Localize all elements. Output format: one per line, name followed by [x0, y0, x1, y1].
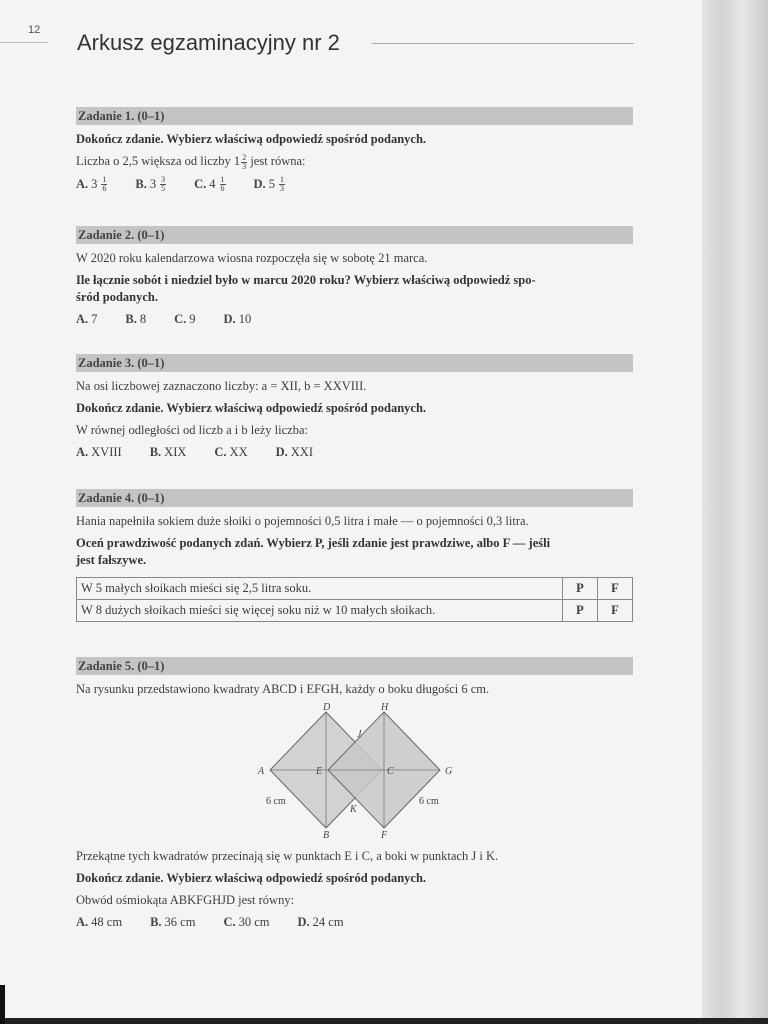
option-value: XIX: [164, 445, 187, 459]
label-a: A: [258, 766, 265, 777]
option-b[interactable]: [150, 914, 195, 931]
option-letter: A.: [76, 445, 89, 459]
left-edge: [0, 985, 5, 1024]
squares-figure: [248, 700, 468, 842]
fraction: [279, 176, 285, 193]
denominator: 3: [279, 183, 284, 193]
task-text: Hania napełniła sokiem duże słoiki o pojemności 0,5 litra i małe — o pojemności 0,3 litra.: [76, 514, 529, 528]
label-k: K: [350, 804, 357, 815]
page-title: Arkusz egzaminacyjny nr 2: [77, 30, 340, 55]
numerator: 1: [220, 174, 225, 184]
denominator: 5: [161, 183, 166, 193]
task-header: Zadanie 3. (0–1): [76, 354, 633, 372]
option-value: 10: [238, 312, 252, 326]
label-g: G: [445, 766, 453, 777]
answer-options: [76, 176, 633, 193]
option-value: 9: [189, 312, 196, 326]
option-value: 8: [139, 312, 147, 326]
option-value: XX: [229, 445, 248, 459]
task-instruction: Ile łącznie sobót i niedziel było w marcu 2020 roku? Wybierz właściwą odpowiedź spo-: [76, 273, 536, 287]
option-letter: C.: [214, 445, 227, 459]
option-value: XVIII: [91, 445, 122, 459]
option-value: XXI: [290, 445, 313, 459]
option-letter: C.: [174, 312, 187, 326]
task-1: [76, 107, 633, 193]
length-label-left: 6 cm: [266, 796, 286, 807]
answer-p-cell[interactable]: P: [563, 578, 598, 600]
task-instruction: Oceń prawdziwość podanych zdań. Wybierz P, jeśli zdanie jest prawdziwe, albo F — jeśli: [76, 536, 551, 550]
label-j: J: [357, 729, 362, 740]
option-whole: 3: [149, 176, 157, 191]
task-instruction-cont: śród podanych.: [76, 290, 158, 304]
answer-p-cell[interactable]: P: [563, 600, 598, 622]
option-a[interactable]: [76, 914, 122, 931]
option-letter: D.: [297, 915, 310, 929]
question-suffix: jest równa:: [247, 154, 306, 168]
option-letter: A.: [76, 312, 89, 326]
task-question: [76, 153, 633, 171]
option-value: 7: [91, 312, 98, 326]
true-false-table: [76, 577, 633, 622]
task-4: [76, 489, 633, 622]
option-letter: B.: [125, 312, 137, 326]
option-d[interactable]: [254, 176, 285, 193]
option-d[interactable]: [276, 444, 313, 461]
option-b[interactable]: [125, 311, 146, 328]
label-h: H: [381, 702, 389, 713]
option-c[interactable]: [223, 914, 269, 931]
option-value: 48 cm: [91, 915, 123, 929]
option-a[interactable]: [76, 176, 107, 193]
numerator: 1: [279, 174, 284, 184]
task-text: Na rysunku przedstawiono kwadraty ABCD i EFGH, każdy o boku długości 6 cm.: [76, 682, 490, 696]
option-value: 36 cm: [164, 915, 196, 929]
answer-options: [76, 311, 633, 328]
task-text: Przekątne tych kwadratów przecinają się w punktach E i C, a boki w punktach J i K.: [76, 849, 499, 863]
numerator: 1: [102, 174, 107, 184]
page-edge-shadow: [702, 0, 768, 1024]
option-d[interactable]: [224, 311, 252, 328]
option-whole: 3: [91, 176, 98, 191]
option-b[interactable]: [150, 444, 187, 461]
option-letter: C.: [223, 915, 236, 929]
bottom-edge: [0, 1018, 768, 1024]
label-e: E: [316, 766, 323, 777]
option-letter: D.: [275, 445, 288, 459]
page-number: 12: [28, 24, 41, 36]
option-a[interactable]: [76, 444, 122, 461]
task-5: [76, 657, 633, 703]
option-whole: 4: [209, 176, 216, 191]
label-f: F: [381, 830, 388, 841]
task-header: Zadanie 2. (0–1): [76, 226, 633, 244]
option-letter: B.: [150, 915, 162, 929]
answer-f-cell[interactable]: F: [598, 600, 633, 622]
option-b[interactable]: [135, 176, 166, 193]
option-letter: A.: [76, 176, 89, 191]
fraction: [101, 176, 107, 193]
numerator: 2: [242, 152, 247, 162]
task-question: W równej odległości od liczb a i b leży liczba:: [76, 423, 308, 437]
option-value: 24 cm: [312, 915, 344, 929]
fraction: [160, 176, 166, 193]
task-header: Zadanie 1. (0–1): [76, 107, 633, 125]
task-instruction-cont: jest fałszywe.: [76, 553, 147, 567]
numerator: 3: [161, 174, 166, 184]
task-2: [76, 226, 633, 328]
task-5-continued: [76, 848, 633, 931]
label-b: B: [323, 830, 330, 841]
denominator: 6: [102, 183, 107, 193]
answer-options: [76, 444, 633, 461]
option-c[interactable]: [174, 311, 195, 328]
task-header: Zadanie 5. (0–1): [76, 657, 633, 675]
denominator: 3: [242, 161, 247, 171]
task-3: [76, 354, 633, 461]
option-letter: D.: [223, 312, 236, 326]
task-question: Obwód ośmiokąta ABKFGHJD jest równy:: [76, 893, 295, 907]
task-text: W 2020 roku kalendarzowa wiosna rozpoczęła się w sobotę 21 marca.: [76, 251, 428, 265]
table-row: [77, 578, 633, 600]
answer-f-cell[interactable]: F: [598, 578, 633, 600]
option-c[interactable]: [214, 444, 247, 461]
task-instruction: Dokończ zdanie. Wybierz właściwą odpowiedź spośród podanych.: [76, 401, 427, 415]
task-header: Zadanie 4. (0–1): [76, 489, 633, 507]
length-label-right: 6 cm: [419, 796, 439, 807]
option-letter: D.: [253, 176, 266, 191]
option-c[interactable]: [194, 176, 225, 193]
option-letter: B.: [149, 445, 162, 459]
option-letter: A.: [76, 915, 89, 929]
option-letter: B.: [135, 176, 147, 191]
statement-cell: W 8 dużych słoikach mieści się więcej soku niż w 10 małych słoikach.: [77, 600, 563, 622]
option-a[interactable]: [76, 311, 97, 328]
task-instruction: Dokończ zdanie. Wybierz właściwą odpowiedź spośród podanych.: [76, 871, 427, 885]
task-instruction: Dokończ zdanie. Wybierz właściwą odpowiedź spośród podanych.: [76, 132, 427, 146]
table-row: [77, 600, 633, 622]
option-letter: C.: [194, 176, 207, 191]
fraction: [220, 176, 226, 193]
page-number-rule: [0, 42, 48, 43]
option-whole: 5: [268, 176, 275, 191]
answer-options: [76, 914, 633, 931]
denominator: 6: [220, 183, 225, 193]
title-rule: [372, 43, 634, 44]
option-d[interactable]: [298, 914, 344, 931]
option-value: 30 cm: [238, 915, 270, 929]
label-d: D: [323, 702, 331, 713]
label-c: C: [387, 766, 394, 777]
statement-cell: W 5 małych słoikach mieści się 2,5 litra soku.: [77, 578, 563, 600]
task-text: Na osi liczbowej zaznaczono liczby: a = XII, b = XXVIII.: [76, 379, 367, 393]
question-prefix: Liczba o 2,5 większa od liczby 1: [76, 154, 241, 168]
